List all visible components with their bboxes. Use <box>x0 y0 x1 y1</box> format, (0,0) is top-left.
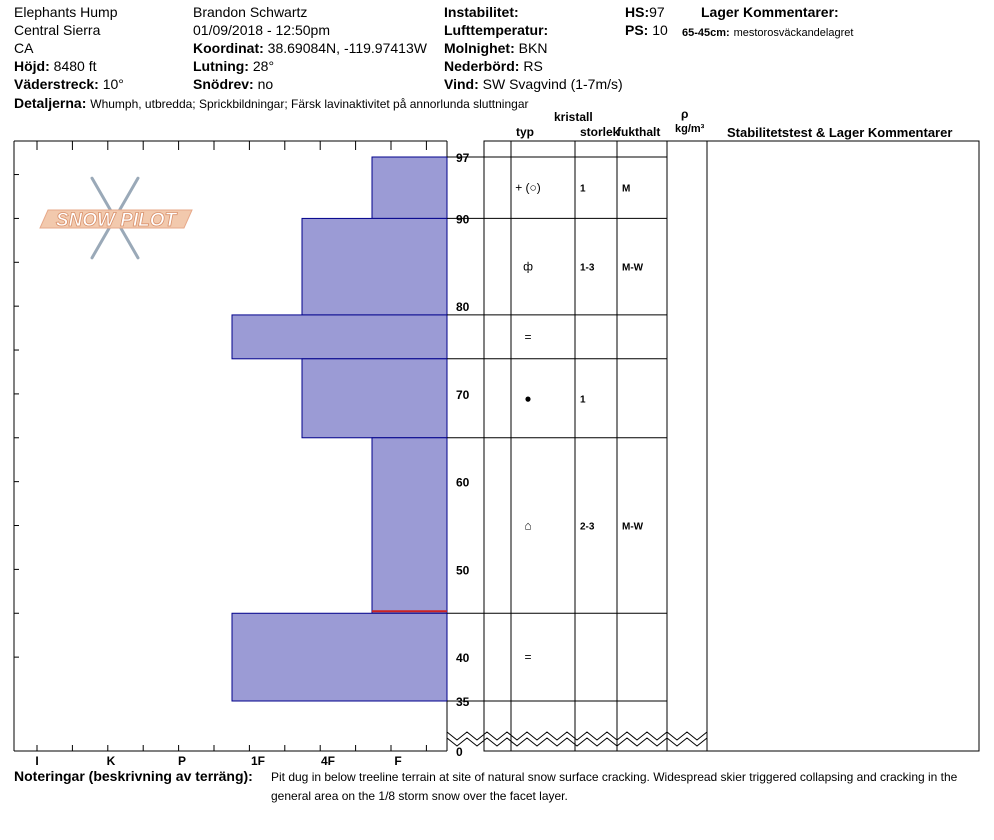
elevation-value: 8480 ft <box>53 58 97 74</box>
precip-label: Nederbörd: <box>444 58 520 74</box>
hardness-label: I <box>35 754 39 768</box>
air-temperature-label: Lufttemperatur: <box>444 22 549 38</box>
coordinate-value: 38.69084N, -119.97413W <box>267 40 427 56</box>
moisture-value: M-W <box>622 262 644 274</box>
snowpilot-logo <box>40 178 192 258</box>
depth-label: 35 <box>456 695 470 709</box>
table-frame <box>484 141 979 751</box>
logo-text: SNOW PILOT <box>55 210 177 231</box>
depth-label: 70 <box>456 387 470 402</box>
grain-type: + (○) <box>515 180 541 195</box>
drift-value: no <box>257 76 274 92</box>
hardness-label: P <box>177 754 187 768</box>
hardness-profile <box>232 157 447 701</box>
grain-size: 1-3 <box>580 262 595 274</box>
size-header: storlek <box>580 125 620 139</box>
hardness-bar <box>232 613 447 701</box>
scale-break-lower <box>447 738 707 746</box>
layer-comments-label: Lager Kommentarer: <box>701 4 839 20</box>
grain-type: ф <box>523 259 533 274</box>
hardness-bar <box>372 157 447 218</box>
slope-label: Lutning: <box>193 58 249 74</box>
depth-label: 97 <box>456 151 470 165</box>
elevation-label: Höjd: <box>14 58 50 74</box>
notes-label: Noteringar (beskrivning av terräng): <box>14 768 253 784</box>
grain-type: = <box>524 329 532 344</box>
observer-name: Brandon Schwartz <box>193 4 308 20</box>
wind-label: Vind: <box>444 76 479 92</box>
grain-size: 1 <box>580 394 586 406</box>
hardness-label: K <box>106 754 116 768</box>
hardness-bar <box>372 438 447 613</box>
hardness-label: 1F <box>250 754 266 768</box>
notes-text: Pit dug in below treeline terrain at site of natural snow surface cracking. Widespread skier triggered collapsing and cracking in the general area on the 1/8 storm snow over the facet layer. <box>271 770 958 803</box>
depth-label: 80 <box>456 300 470 315</box>
depth-label: 90 <box>456 212 470 227</box>
precip-value: RS <box>523 58 543 74</box>
sky-value: BKN <box>518 40 548 56</box>
details-value: Whumph, utbredda; Sprickbildningar; Färsk lavinaktivitet på annorlunda sluttningar <box>90 97 529 111</box>
moisture-value: M <box>622 183 631 195</box>
layer-comment-range: 65-45cm: <box>682 27 730 39</box>
hs-label: HS: <box>625 4 650 20</box>
density-unit-header: kg/m³ <box>675 123 705 135</box>
grain-type: = <box>524 650 532 665</box>
hardness-bar <box>302 359 447 438</box>
hardness-bar <box>302 218 447 315</box>
crystal-header: kristall <box>554 110 593 124</box>
hs-value: 97 <box>649 4 665 20</box>
ps-value: 10 <box>652 22 668 38</box>
moisture-value: M-W <box>622 521 644 533</box>
ps-label: PS: <box>625 22 649 38</box>
moisture-header: fukthalt <box>617 125 661 139</box>
coordinate-label: Koordinat: <box>193 40 264 56</box>
depth-label: 50 <box>456 563 470 578</box>
grain-type: ● <box>524 391 532 406</box>
details-label: Detaljerna: <box>14 95 87 111</box>
hardness-bar <box>232 315 447 359</box>
depth-label: 60 <box>456 475 470 490</box>
layer-comment-text: mestorosväckandelagret <box>733 27 854 39</box>
instability-label: Instabilitet: <box>444 4 519 20</box>
wind-value: SW Svagvind (1-7m/s) <box>482 76 623 92</box>
type-header: typ <box>516 125 534 139</box>
grain-type: ⌂ <box>524 518 532 533</box>
state: CA <box>14 40 34 56</box>
depth-label: 40 <box>456 651 470 666</box>
chart-frames <box>14 141 979 751</box>
mountain-range: Central Sierra <box>14 22 101 38</box>
crystal-table <box>447 141 707 751</box>
grain-size: 2-3 <box>580 521 595 533</box>
slope-value: 28° <box>252 58 275 74</box>
aspect-value: 10° <box>102 76 124 92</box>
sky-label: Molnighet: <box>444 40 515 56</box>
hardness-label: F <box>394 754 402 768</box>
rho-header: ρ <box>681 107 689 121</box>
drift-label: Snödrev: <box>193 76 254 92</box>
hardness-label: 4F <box>320 754 336 768</box>
depth-label: 0 <box>456 745 463 759</box>
aspect-label: Väderstreck: <box>14 76 99 92</box>
observation-datetime: 01/09/2018 - 12:50pm <box>193 22 330 38</box>
location-name: Elephants Hump <box>14 4 118 20</box>
stability-header: Stabilitetstest & Lager Kommentarer <box>727 125 953 140</box>
grain-size: 1 <box>580 183 586 195</box>
